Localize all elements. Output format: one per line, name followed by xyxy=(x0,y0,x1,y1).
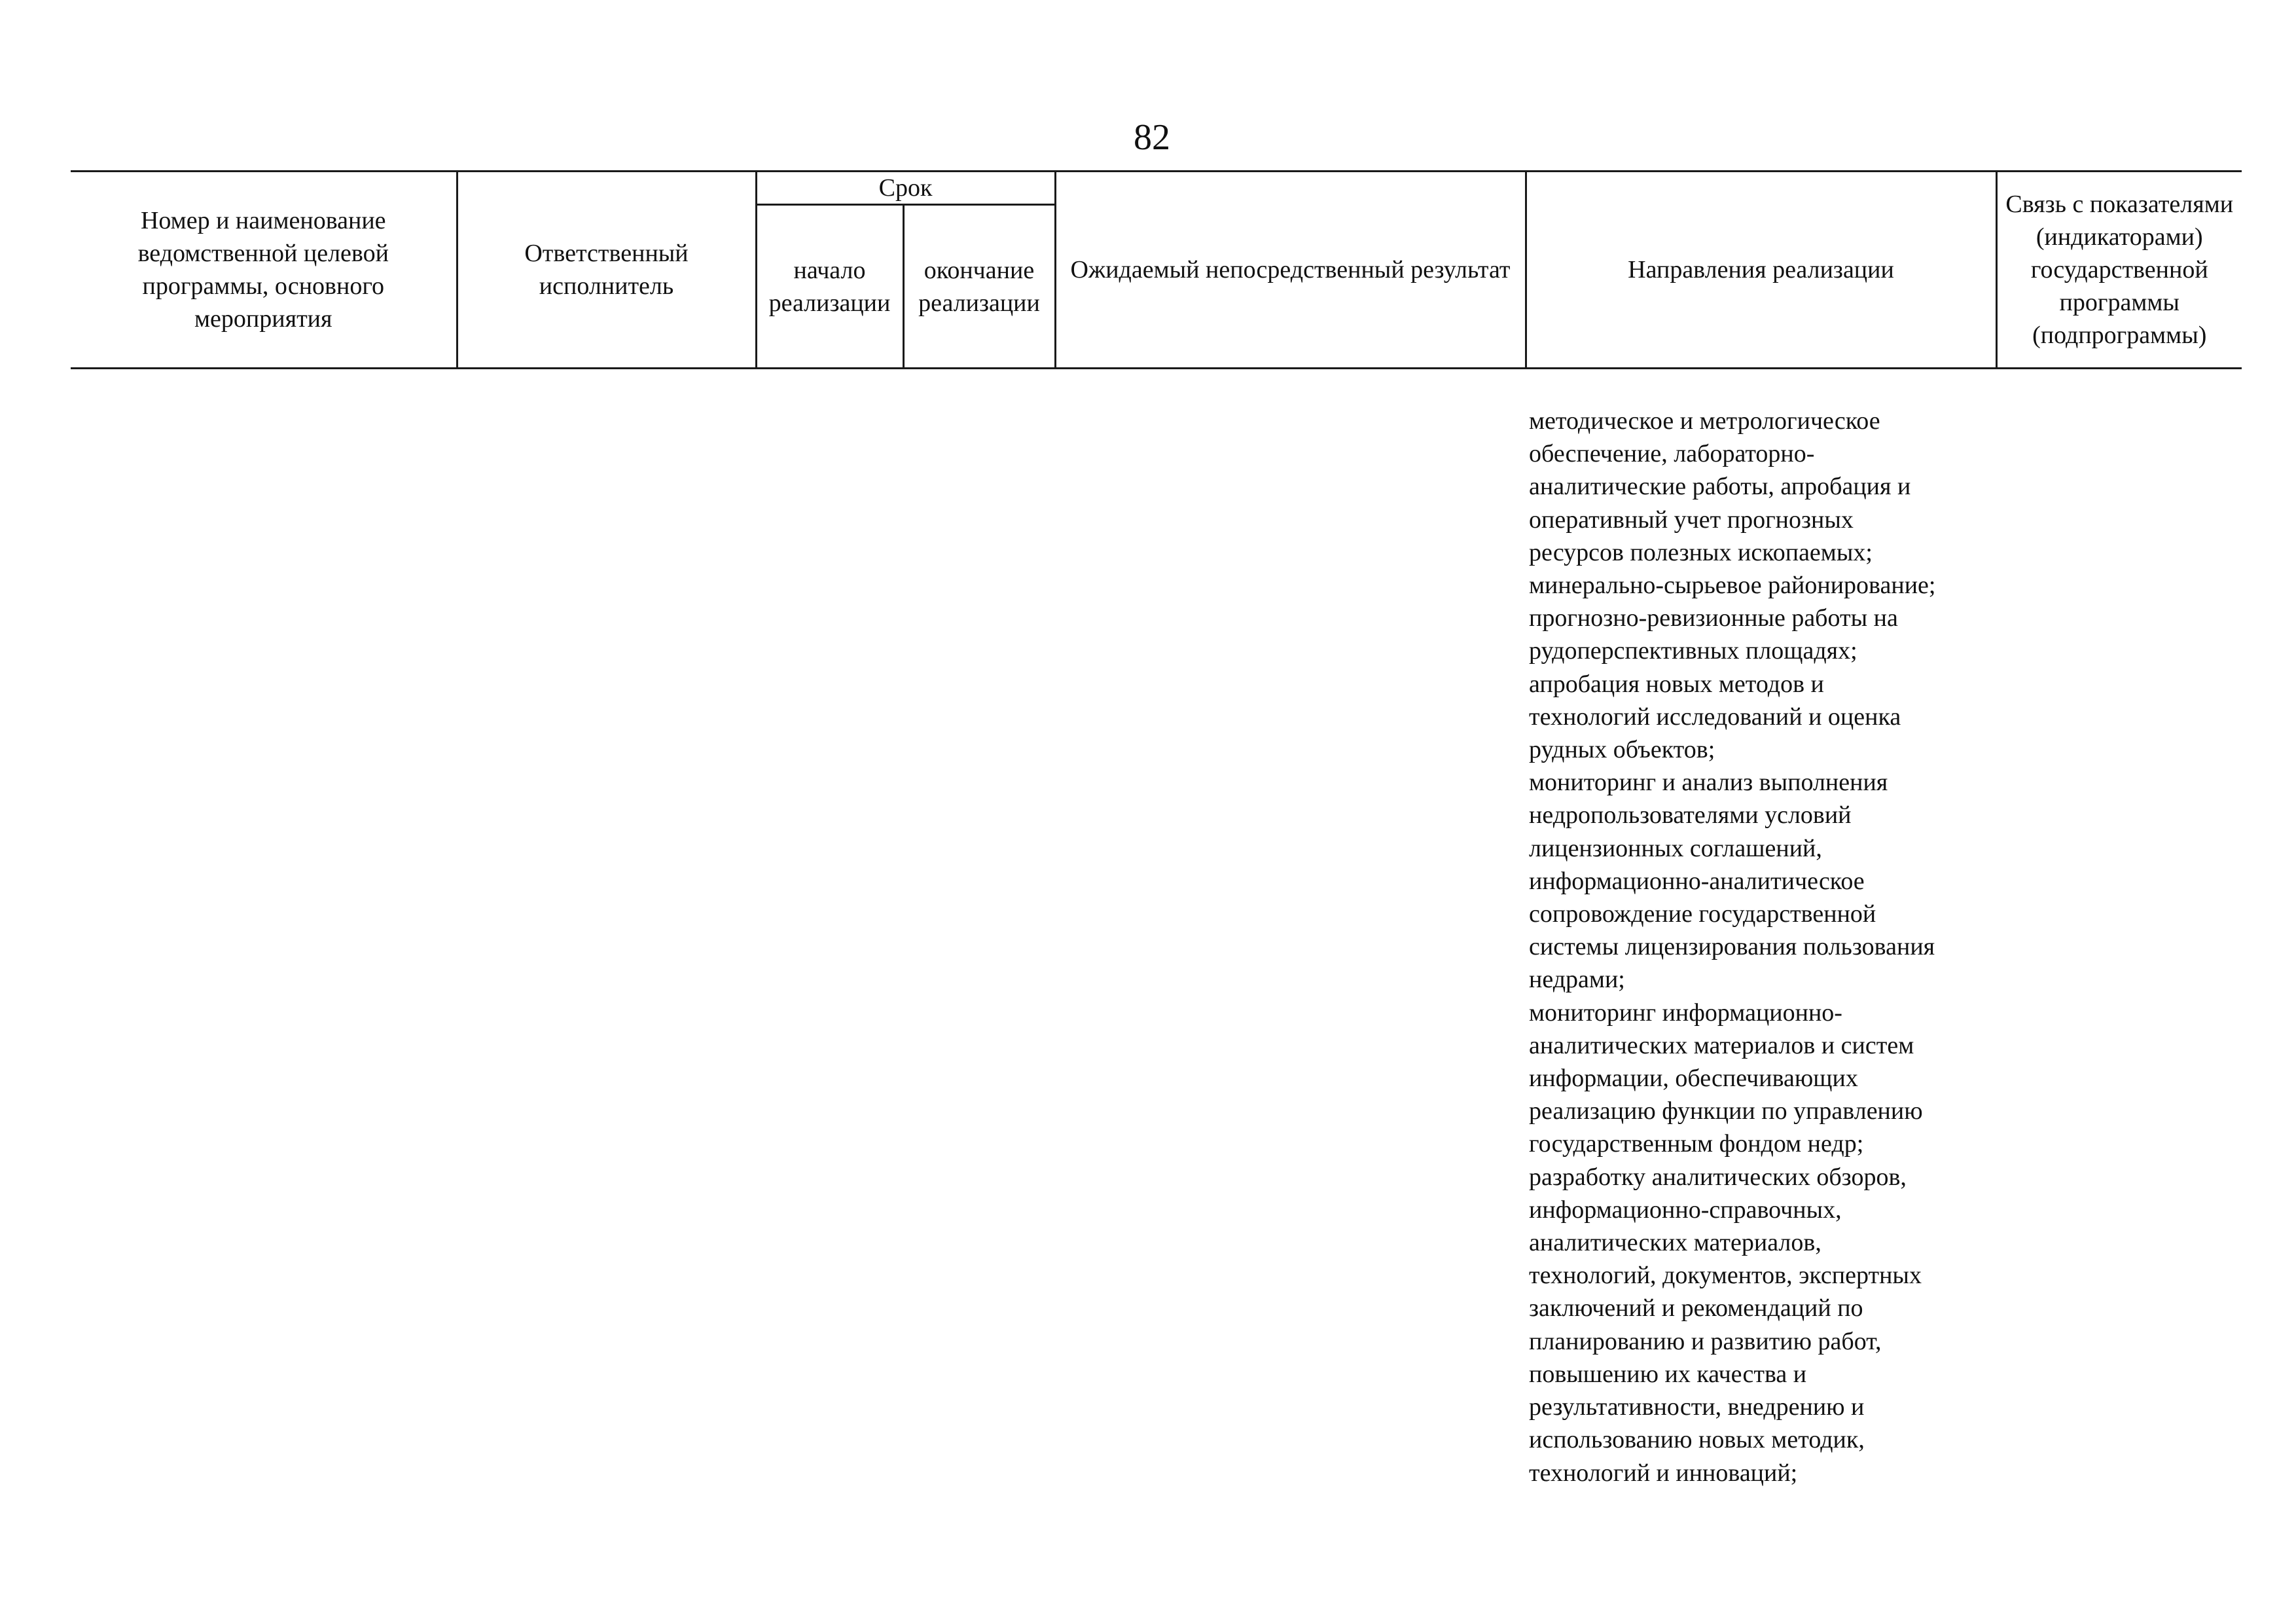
header-end-cell: окончание реализации xyxy=(903,205,1055,369)
header-program-cell: Номер и наименование ведомственной целевой программы, основного мероприятия xyxy=(71,172,457,369)
header-indicators-cell: Связь с показателями (индикаторами) государственной программы (подпрограммы) xyxy=(1996,172,2242,369)
page-number: 82 xyxy=(1134,117,1170,158)
header-term-cell: Срок xyxy=(756,172,1055,205)
header-result-cell: Ожидаемый непосредственный результат xyxy=(1055,172,1526,369)
header-directions-cell: Направления реализации xyxy=(1526,172,1996,369)
directions-text: методическое и метрологическое обеспечение, лабораторно- аналитические работы, апробация и оперативный учет прогнозных ресурсов полезных ископаемых; минерально-сырьевое районирование; прогнозно-ревизионные работы на рудоперспективных площадях; апробация новых методов и технологий исследований и оценка рудных объектов; мониторинг и анализ выполнения недропользователями условий лицензионных соглашений, информационно-аналитическое сопровождение государственной системы лицензирования пользования недрами; мониторинг информационно- аналитических материалов и систем информации, обеспечивающих реализацию функции по управлению государственным фондом недр; разработку аналитических обзоров, информационно-справочных, аналитических материалов, технологий, документов, экспертных заключений и рекомендаций по планированию и развитию работ, повышению их качества и результативности, внедрению и использованию новых методик, технологий и инноваций; xyxy=(1529,407,1936,1487)
header-executor-cell: Ответственный исполнитель xyxy=(457,172,756,369)
header-start-cell: начало реализации xyxy=(756,205,903,369)
table-header xyxy=(71,170,2242,369)
